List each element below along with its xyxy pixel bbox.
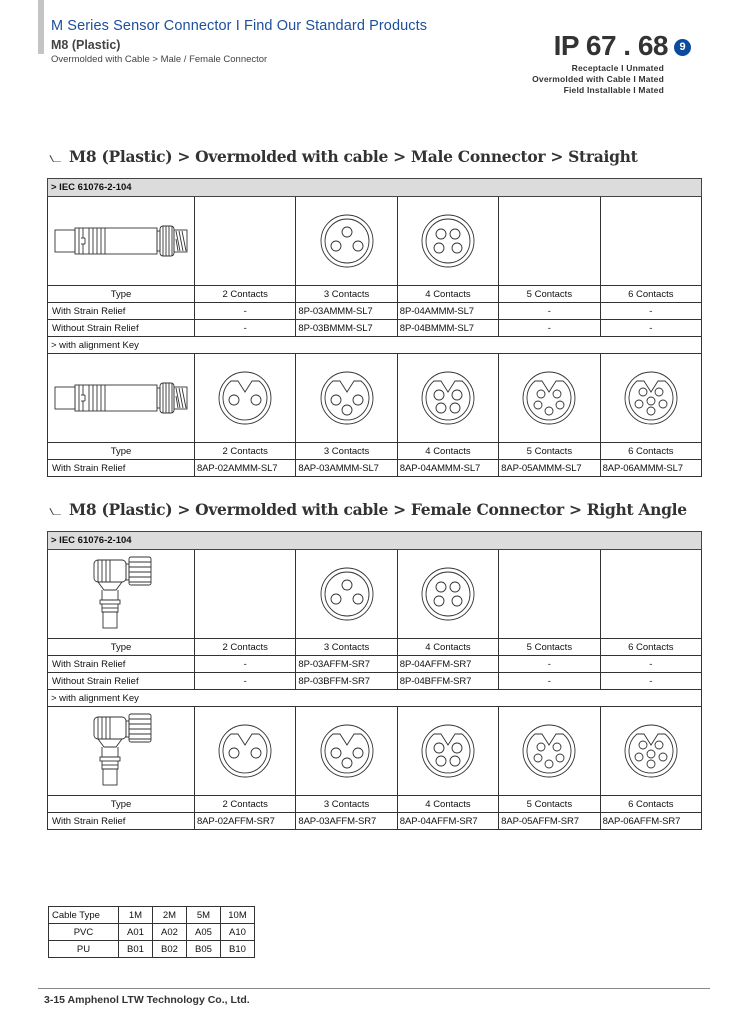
table-row (48, 813, 702, 830)
part-number: - (600, 656, 701, 673)
row-label: Without Strain Relief (48, 320, 195, 337)
part-number: 8P-03BMMM-SL7 (296, 320, 397, 337)
keyed-subheader: > with alignment Key (48, 690, 702, 707)
part-number: 8P-03AFFM-SR7 (296, 656, 397, 673)
cable-code: B01 (119, 941, 153, 958)
section-title-text: M8 (Plastic) > Overmolded with cable > Female Connector > Right Angle (69, 500, 687, 519)
pin-contact (353, 395, 363, 405)
pin-contact (331, 395, 341, 405)
pin-contact (450, 756, 460, 766)
part-number: 8AP-05AFFM-SR7 (499, 813, 600, 830)
part-number: 8AP-03AMMM-SL7 (296, 460, 397, 477)
cable-header: 10M (221, 907, 255, 924)
contacts-header: 4 Contacts (397, 639, 498, 656)
pin-contact (553, 390, 561, 398)
part-number: - (195, 320, 296, 337)
pin-contact (452, 243, 462, 253)
row-label: With Strain Relief (48, 656, 195, 673)
pin-contact (229, 748, 239, 758)
ip-rating: IP 67 . 68 (553, 30, 668, 61)
cable-header: Cable Type (49, 907, 119, 924)
pin-contact (436, 229, 446, 239)
pin-layout-3-icon (296, 197, 397, 286)
contacts-header: 3 Contacts (296, 796, 397, 813)
pin-contact (655, 741, 663, 749)
pin-contact (647, 760, 655, 768)
contacts-header: 2 Contacts (195, 286, 296, 303)
pin-contact (331, 594, 341, 604)
table-row (48, 656, 702, 673)
pin-contact (251, 395, 261, 405)
footer-text: 3-15 Amphenol LTW Technology Co., Ltd. (44, 994, 250, 1006)
pin-contact (537, 390, 545, 398)
pin-layout-empty (600, 550, 701, 639)
pin-contact (639, 741, 647, 749)
pin-contact (434, 596, 444, 606)
pin-contact (647, 750, 655, 758)
pin-contact (353, 241, 363, 251)
pin-contact (342, 758, 352, 768)
pin-contact (436, 403, 446, 413)
pin-contact (434, 743, 444, 753)
part-number: 8P-04AMMM-SL7 (397, 303, 498, 320)
pin-layout-empty (600, 197, 701, 286)
contacts-header: 3 Contacts (296, 639, 397, 656)
contacts-header: 6 Contacts (600, 639, 701, 656)
keyed-pin-layout-6-icon (600, 707, 701, 796)
contacts-header: 6 Contacts (600, 286, 701, 303)
pin-contact (452, 743, 462, 753)
keyed-pin-layout-5-icon (499, 707, 600, 796)
pin-contact (545, 407, 553, 415)
pin-contact (251, 748, 261, 758)
arrow-down-right-icon: ⦦ (49, 501, 62, 519)
part-number: 8P-04AFFM-SR7 (397, 656, 498, 673)
cable-code: A05 (187, 924, 221, 941)
part-number: - (600, 673, 701, 690)
cable-type-table (48, 906, 255, 958)
row-label: With Strain Relief (48, 303, 195, 320)
pin-contact (331, 748, 341, 758)
type-header: Type (48, 443, 195, 460)
keyed-pin-layout-4-icon (397, 707, 498, 796)
pin-contact (545, 760, 553, 768)
contacts-header: 4 Contacts (397, 796, 498, 813)
right-angle-female-connector-icon (48, 550, 195, 639)
part-number: - (499, 673, 600, 690)
pin-contact (353, 748, 363, 758)
table-row (49, 924, 255, 941)
cable-code: A02 (153, 924, 187, 941)
pin-contact (647, 407, 655, 415)
pin-layout-4-icon (397, 550, 498, 639)
part-number: - (600, 320, 701, 337)
row-label: Without Strain Relief (48, 673, 195, 690)
footer-divider (38, 988, 710, 989)
pin-layout-3-icon (296, 550, 397, 639)
part-number: 8AP-06AFFM-SR7 (600, 813, 701, 830)
section-title-text: M8 (Plastic) > Overmolded with cable > Male Connector > Straight (69, 147, 638, 166)
ip-rating-notes (532, 63, 664, 96)
pin-contact (342, 227, 352, 237)
page-badge: 9 (674, 39, 691, 56)
part-number: - (499, 656, 600, 673)
table-row (48, 673, 702, 690)
pin-layout-empty (499, 550, 600, 639)
standard-label: > IEC 61076-2-104 (48, 179, 702, 197)
section-title (49, 147, 637, 166)
contacts-header: 2 Contacts (195, 639, 296, 656)
pin-contact (639, 388, 647, 396)
contacts-header: 5 Contacts (499, 796, 600, 813)
cable-header: 5M (187, 907, 221, 924)
cable-code: B05 (187, 941, 221, 958)
pin-contact (647, 397, 655, 405)
pin-contact (635, 400, 643, 408)
table-row (48, 460, 702, 477)
pin-contact (450, 229, 460, 239)
part-number: - (499, 303, 600, 320)
pin-layout-empty (195, 550, 296, 639)
arrow-down-right-icon: ⦦ (49, 148, 62, 166)
contacts-header: 6 Contacts (600, 443, 701, 460)
part-number: 8P-03AMMM-SL7 (296, 303, 397, 320)
cable-code: A10 (221, 924, 255, 941)
pin-contact (534, 754, 542, 762)
part-number: - (499, 320, 600, 337)
right-angle-female-connector-icon (48, 707, 195, 796)
product-table (47, 531, 702, 830)
product-table (47, 178, 702, 477)
part-number: - (195, 656, 296, 673)
part-number: 8P-04BFFM-SR7 (397, 673, 498, 690)
straight-male-connector-icon (48, 354, 195, 443)
pin-contact (556, 754, 564, 762)
pin-contact (331, 241, 341, 251)
pin-contact (534, 401, 542, 409)
part-number: 8AP-06AMMM-SL7 (600, 460, 701, 477)
straight-male-connector-icon (48, 197, 195, 286)
pin-contact (452, 390, 462, 400)
ip-note: Field Installable I Mated (563, 85, 664, 95)
pin-contact (436, 582, 446, 592)
contacts-header: 5 Contacts (499, 639, 600, 656)
contacts-header: 5 Contacts (499, 286, 600, 303)
row-label: With Strain Relief (48, 813, 195, 830)
row-label: With Strain Relief (48, 460, 195, 477)
part-number: 8AP-04AFFM-SR7 (397, 813, 498, 830)
ip-note: Overmolded with Cable I Mated (532, 74, 664, 84)
contacts-header: 2 Contacts (195, 796, 296, 813)
pin-contact (655, 388, 663, 396)
keyed-pin-layout-3-icon (296, 707, 397, 796)
part-number: 8P-04BMMM-SL7 (397, 320, 498, 337)
pin-contact (434, 390, 444, 400)
cable-header: 2M (153, 907, 187, 924)
part-number: 8AP-05AMMM-SL7 (499, 460, 600, 477)
type-header: Type (48, 796, 195, 813)
part-number: 8AP-02AMMM-SL7 (195, 460, 296, 477)
pin-layout-empty (195, 197, 296, 286)
table-row (48, 320, 702, 337)
ip-note: Receptacle I Unmated (571, 63, 664, 73)
pin-contact (556, 401, 564, 409)
part-number: 8AP-04AMMM-SL7 (397, 460, 498, 477)
pin-contact (229, 395, 239, 405)
pin-contact (353, 594, 363, 604)
table-row (48, 303, 702, 320)
cable-type: PVC (49, 924, 119, 941)
pin-contact (342, 580, 352, 590)
part-number: - (600, 303, 701, 320)
pin-layout-4-icon (397, 197, 498, 286)
breadcrumb: Overmolded with Cable > Male / Female Connector (51, 54, 268, 65)
pin-contact (450, 582, 460, 592)
contacts-header: 2 Contacts (195, 443, 296, 460)
part-number: - (195, 673, 296, 690)
part-number: 8P-03BFFM-SR7 (296, 673, 397, 690)
page-subtitle: M8 (Plastic) (51, 38, 121, 52)
pin-contact (659, 753, 667, 761)
cable-code: B02 (153, 941, 187, 958)
pin-contact (436, 756, 446, 766)
keyed-subheader: > with alignment Key (48, 337, 702, 354)
pin-contact (659, 400, 667, 408)
contacts-header: 3 Contacts (296, 286, 397, 303)
pin-contact (553, 743, 561, 751)
keyed-pin-layout-2-icon (195, 707, 296, 796)
contacts-header: 4 Contacts (397, 286, 498, 303)
keyed-pin-layout-3-icon (296, 354, 397, 443)
cable-code: B10 (221, 941, 255, 958)
part-number: 8AP-03AFFM-SR7 (296, 813, 397, 830)
pin-contact (434, 243, 444, 253)
part-number: 8AP-02AFFM-SR7 (195, 813, 296, 830)
section-title (49, 500, 687, 519)
page-title: M Series Sensor Connector I Find Our Standard Products (51, 18, 428, 34)
keyed-pin-layout-6-icon (600, 354, 701, 443)
cable-type: PU (49, 941, 119, 958)
header-accent-bar (38, 0, 44, 54)
pin-contact (342, 405, 352, 415)
pin-contact (452, 596, 462, 606)
standard-label: > IEC 61076-2-104 (48, 532, 702, 550)
contacts-header: 3 Contacts (296, 443, 397, 460)
pin-layout-empty (499, 197, 600, 286)
part-number: - (195, 303, 296, 320)
contacts-header: 6 Contacts (600, 796, 701, 813)
type-header: Type (48, 639, 195, 656)
type-header: Type (48, 286, 195, 303)
keyed-pin-layout-2-icon (195, 354, 296, 443)
table-row (49, 941, 255, 958)
contacts-header: 4 Contacts (397, 443, 498, 460)
keyed-pin-layout-5-icon (499, 354, 600, 443)
cable-code: A01 (119, 924, 153, 941)
keyed-pin-layout-4-icon (397, 354, 498, 443)
pin-contact (450, 403, 460, 413)
pin-contact (635, 753, 643, 761)
contacts-header: 5 Contacts (499, 443, 600, 460)
pin-contact (537, 743, 545, 751)
cable-header: 1M (119, 907, 153, 924)
